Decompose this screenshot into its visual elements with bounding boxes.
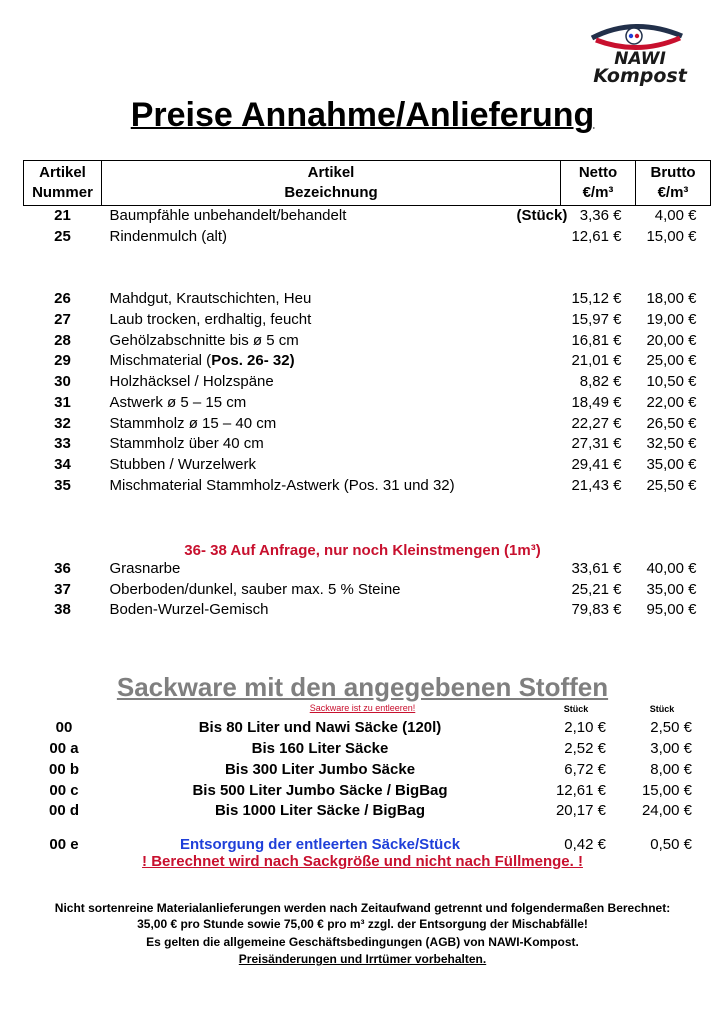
header-text: Nummer	[32, 184, 93, 201]
header-article-number	[24, 161, 102, 206]
article-description: Rindenmulch (alt)	[109, 227, 228, 245]
price-brutto: 26,50 €	[646, 414, 697, 432]
article-number: 34	[54, 456, 71, 473]
sack-number: 00 a	[49, 740, 79, 757]
sack-empty-note: Sackware ist zu entleeren!	[309, 703, 416, 713]
article-number: 30	[54, 373, 71, 390]
article-description: Stammholz über 40 cm	[109, 435, 264, 453]
nawi-kompost-logo	[578, 16, 702, 94]
price-netto: 25,21 €	[571, 580, 622, 598]
sack-description: Bis 1000 Liter Säcke / BigBag	[214, 802, 426, 819]
article-description: Astwerk ø 5 – 15 cm	[109, 393, 247, 411]
price-netto: 15,12 €	[571, 290, 622, 307]
sack-price-netto: 12,61 €	[555, 782, 606, 799]
article-description: Stammholz ø 15 – 40 cm	[109, 414, 277, 432]
article-description: Mischmaterial Stammholz-Astwerk (Pos. 31 und 32)	[109, 476, 455, 494]
table-row	[24, 372, 711, 393]
article-description: Stubben / Wurzelwerk	[109, 456, 256, 473]
price-netto: 33,61 €	[571, 559, 622, 577]
article-number: 27	[54, 310, 71, 328]
table-row	[24, 227, 711, 248]
footer-line: 35,00 € pro Stunde sowie 75,00 € pro m³ zzgl. der Entsorgung der Mischabfälle!	[137, 917, 588, 931]
article-number: 25	[54, 227, 71, 245]
footer-line: Es gelten die allgemeine Geschäftsbedingungen (AGB) von NAWI-Kompost.	[146, 935, 579, 949]
header-text: Artikel	[39, 164, 86, 181]
sack-col-netto-label: Stück	[563, 704, 589, 714]
table-row	[24, 580, 711, 601]
article-description	[102, 206, 568, 227]
footer-disclaimer: Preisänderungen und Irrtümer vorbehalten.	[238, 952, 487, 966]
table-row	[24, 351, 711, 372]
table-row	[24, 559, 711, 580]
sack-price-brutto: 2,50 €	[650, 719, 692, 736]
table-row	[24, 331, 711, 352]
sack-description: Bis 300 Liter Jumbo Säcke	[224, 761, 416, 778]
price-brutto: 35,00 €	[646, 580, 697, 598]
table-row	[24, 310, 711, 331]
price-netto: 12,61 €	[571, 227, 622, 245]
disposal-description: Entsorgung der entleerten Säcke/Stück	[179, 836, 461, 853]
price-brutto: 22,00 €	[646, 393, 697, 411]
table-row	[24, 206, 711, 227]
article-description: Boden-Wurzel-Gemisch	[109, 601, 269, 619]
sack-col-brutto-label: Stück	[649, 704, 675, 714]
spacer-row	[24, 517, 711, 538]
header-text: Bezeichnung	[284, 184, 378, 201]
sack-price-brutto: 0,50 €	[650, 836, 692, 853]
on-request-note: 36- 38 Auf Anfrage, nur noch Kleinstmengen (1m³)	[184, 542, 541, 559]
table-row	[24, 476, 711, 497]
article-description: Oberboden/dunkel, sauber max. 5 % Steine	[109, 580, 401, 598]
article-description: Laub trocken, erdhaltig, feucht	[109, 310, 312, 328]
sack-price-brutto: 8,00 €	[650, 761, 692, 778]
sack-price-netto: 2,10 €	[564, 719, 606, 736]
sack-description: Bis 80 Liter und Nawi Säcke (120l)	[198, 719, 442, 736]
header-text: Netto	[578, 164, 618, 181]
article-number: 21	[54, 207, 71, 224]
price-brutto: 25,50 €	[646, 476, 697, 494]
sack-billing-warning: ! Berechnet wird nach Sackgröße und nicht nach Füllmenge. !	[142, 853, 583, 870]
article-description	[102, 351, 561, 372]
price-brutto: 4,00 €	[654, 207, 697, 224]
article-number: 37	[54, 580, 71, 598]
footer-line: Nicht sortenreine Materialanlieferungen werden nach Zeitaufwand getrennt und folgendermaßen Berechnet:	[54, 901, 671, 915]
price-netto: 15,97 €	[571, 310, 622, 328]
price-netto: 21,43 €	[571, 476, 622, 494]
table-header-row	[24, 161, 711, 206]
price-netto: 27,31 €	[571, 435, 622, 453]
sack-row	[0, 780, 725, 801]
price-brutto: 15,00 €	[646, 227, 697, 245]
spacer-row	[24, 497, 711, 518]
price-netto: 79,83 €	[571, 601, 622, 619]
logo-text-line2: Kompost	[593, 65, 687, 87]
spacer-row	[24, 268, 711, 289]
sack-price-brutto: 3,00 €	[650, 740, 692, 757]
article-number: 35	[54, 476, 71, 494]
table-row	[24, 393, 711, 414]
price-brutto: 40,00 €	[646, 559, 697, 577]
article-number: 31	[54, 393, 71, 411]
price-netto: 16,81 €	[571, 331, 622, 349]
article-description-text: Mischmaterial (	[109, 352, 212, 370]
sack-number: 00 e	[49, 836, 79, 853]
sack-row	[0, 800, 725, 821]
sack-price-brutto: 15,00 €	[641, 782, 692, 799]
header-text: €/m³	[582, 184, 614, 201]
article-description: Grasnarbe	[109, 559, 181, 577]
article-description-text: Baumpfähle unbehandelt/behandelt	[109, 207, 347, 224]
sack-row	[0, 717, 725, 738]
article-number: 36	[54, 559, 71, 577]
sack-row	[0, 759, 725, 780]
sack-price-netto: 2,52 €	[564, 740, 606, 757]
price-netto: 29,41 €	[571, 456, 622, 473]
price-netto: 22,27 €	[571, 414, 622, 432]
sack-number: 00	[55, 719, 73, 736]
sack-price-netto: 6,72 €	[564, 761, 606, 778]
price-brutto: 10,50 €	[646, 373, 697, 390]
price-netto: 8,82 €	[579, 373, 622, 390]
price-brutto: 35,00 €	[646, 456, 697, 473]
price-brutto: 25,00 €	[646, 352, 697, 370]
price-brutto: 19,00 €	[646, 310, 697, 328]
sack-description: Bis 500 Liter Jumbo Säcke / BigBag	[192, 782, 448, 799]
article-number: 38	[54, 601, 71, 619]
price-netto: 18,49 €	[571, 393, 622, 411]
table-row	[24, 289, 711, 310]
header-brutto	[636, 161, 711, 206]
price-brutto: 95,00 €	[646, 601, 697, 619]
table-row	[24, 414, 711, 435]
sack-price-netto: 20,17 €	[555, 802, 606, 819]
header-text: Artikel	[307, 164, 355, 181]
position-reference: Pos. 26- 32)	[211, 352, 295, 370]
article-number: 26	[54, 290, 71, 307]
disposal-row	[0, 834, 725, 855]
article-description: Holzhäcksel / Holzspäne	[109, 373, 274, 390]
header-netto	[561, 161, 636, 206]
sack-section-heading: Sackware mit den angegebenen Stoffen	[116, 672, 609, 702]
page-title: Preise Annahme/Anlieferung	[130, 96, 595, 134]
unit-note: (Stück)	[516, 207, 568, 224]
article-description: Gehölzabschnitte bis ø 5 cm	[109, 331, 299, 349]
table-row	[24, 434, 711, 455]
article-number: 29	[54, 352, 71, 370]
table-row	[24, 600, 711, 621]
sack-description: Bis 160 Liter Säcke	[251, 740, 389, 757]
price-netto: 21,01 €	[571, 352, 622, 370]
sack-number: 00 d	[48, 802, 79, 819]
article-number: 32	[54, 414, 71, 432]
sack-number: 00 c	[49, 782, 79, 799]
price-brutto: 20,00 €	[646, 331, 697, 349]
sack-price-brutto: 24,00 €	[641, 802, 692, 819]
logo-text-line1: NAWI	[614, 49, 666, 69]
sack-row	[0, 738, 725, 759]
article-number: 28	[54, 331, 71, 349]
sack-price-netto: 0,42 €	[564, 836, 606, 853]
price-brutto: 18,00 €	[646, 290, 697, 307]
article-number: 33	[54, 435, 71, 453]
article-description: Mahdgut, Krautschichten, Heu	[109, 290, 312, 307]
table-row	[24, 455, 711, 476]
price-netto: 3,36 €	[579, 207, 622, 224]
header-article-name	[102, 161, 561, 206]
sack-number: 00 b	[48, 761, 79, 778]
price-brutto: 32,50 €	[646, 435, 697, 453]
spacer-row	[24, 248, 711, 269]
header-text: Brutto	[650, 164, 696, 181]
header-text: €/m³	[657, 184, 689, 201]
